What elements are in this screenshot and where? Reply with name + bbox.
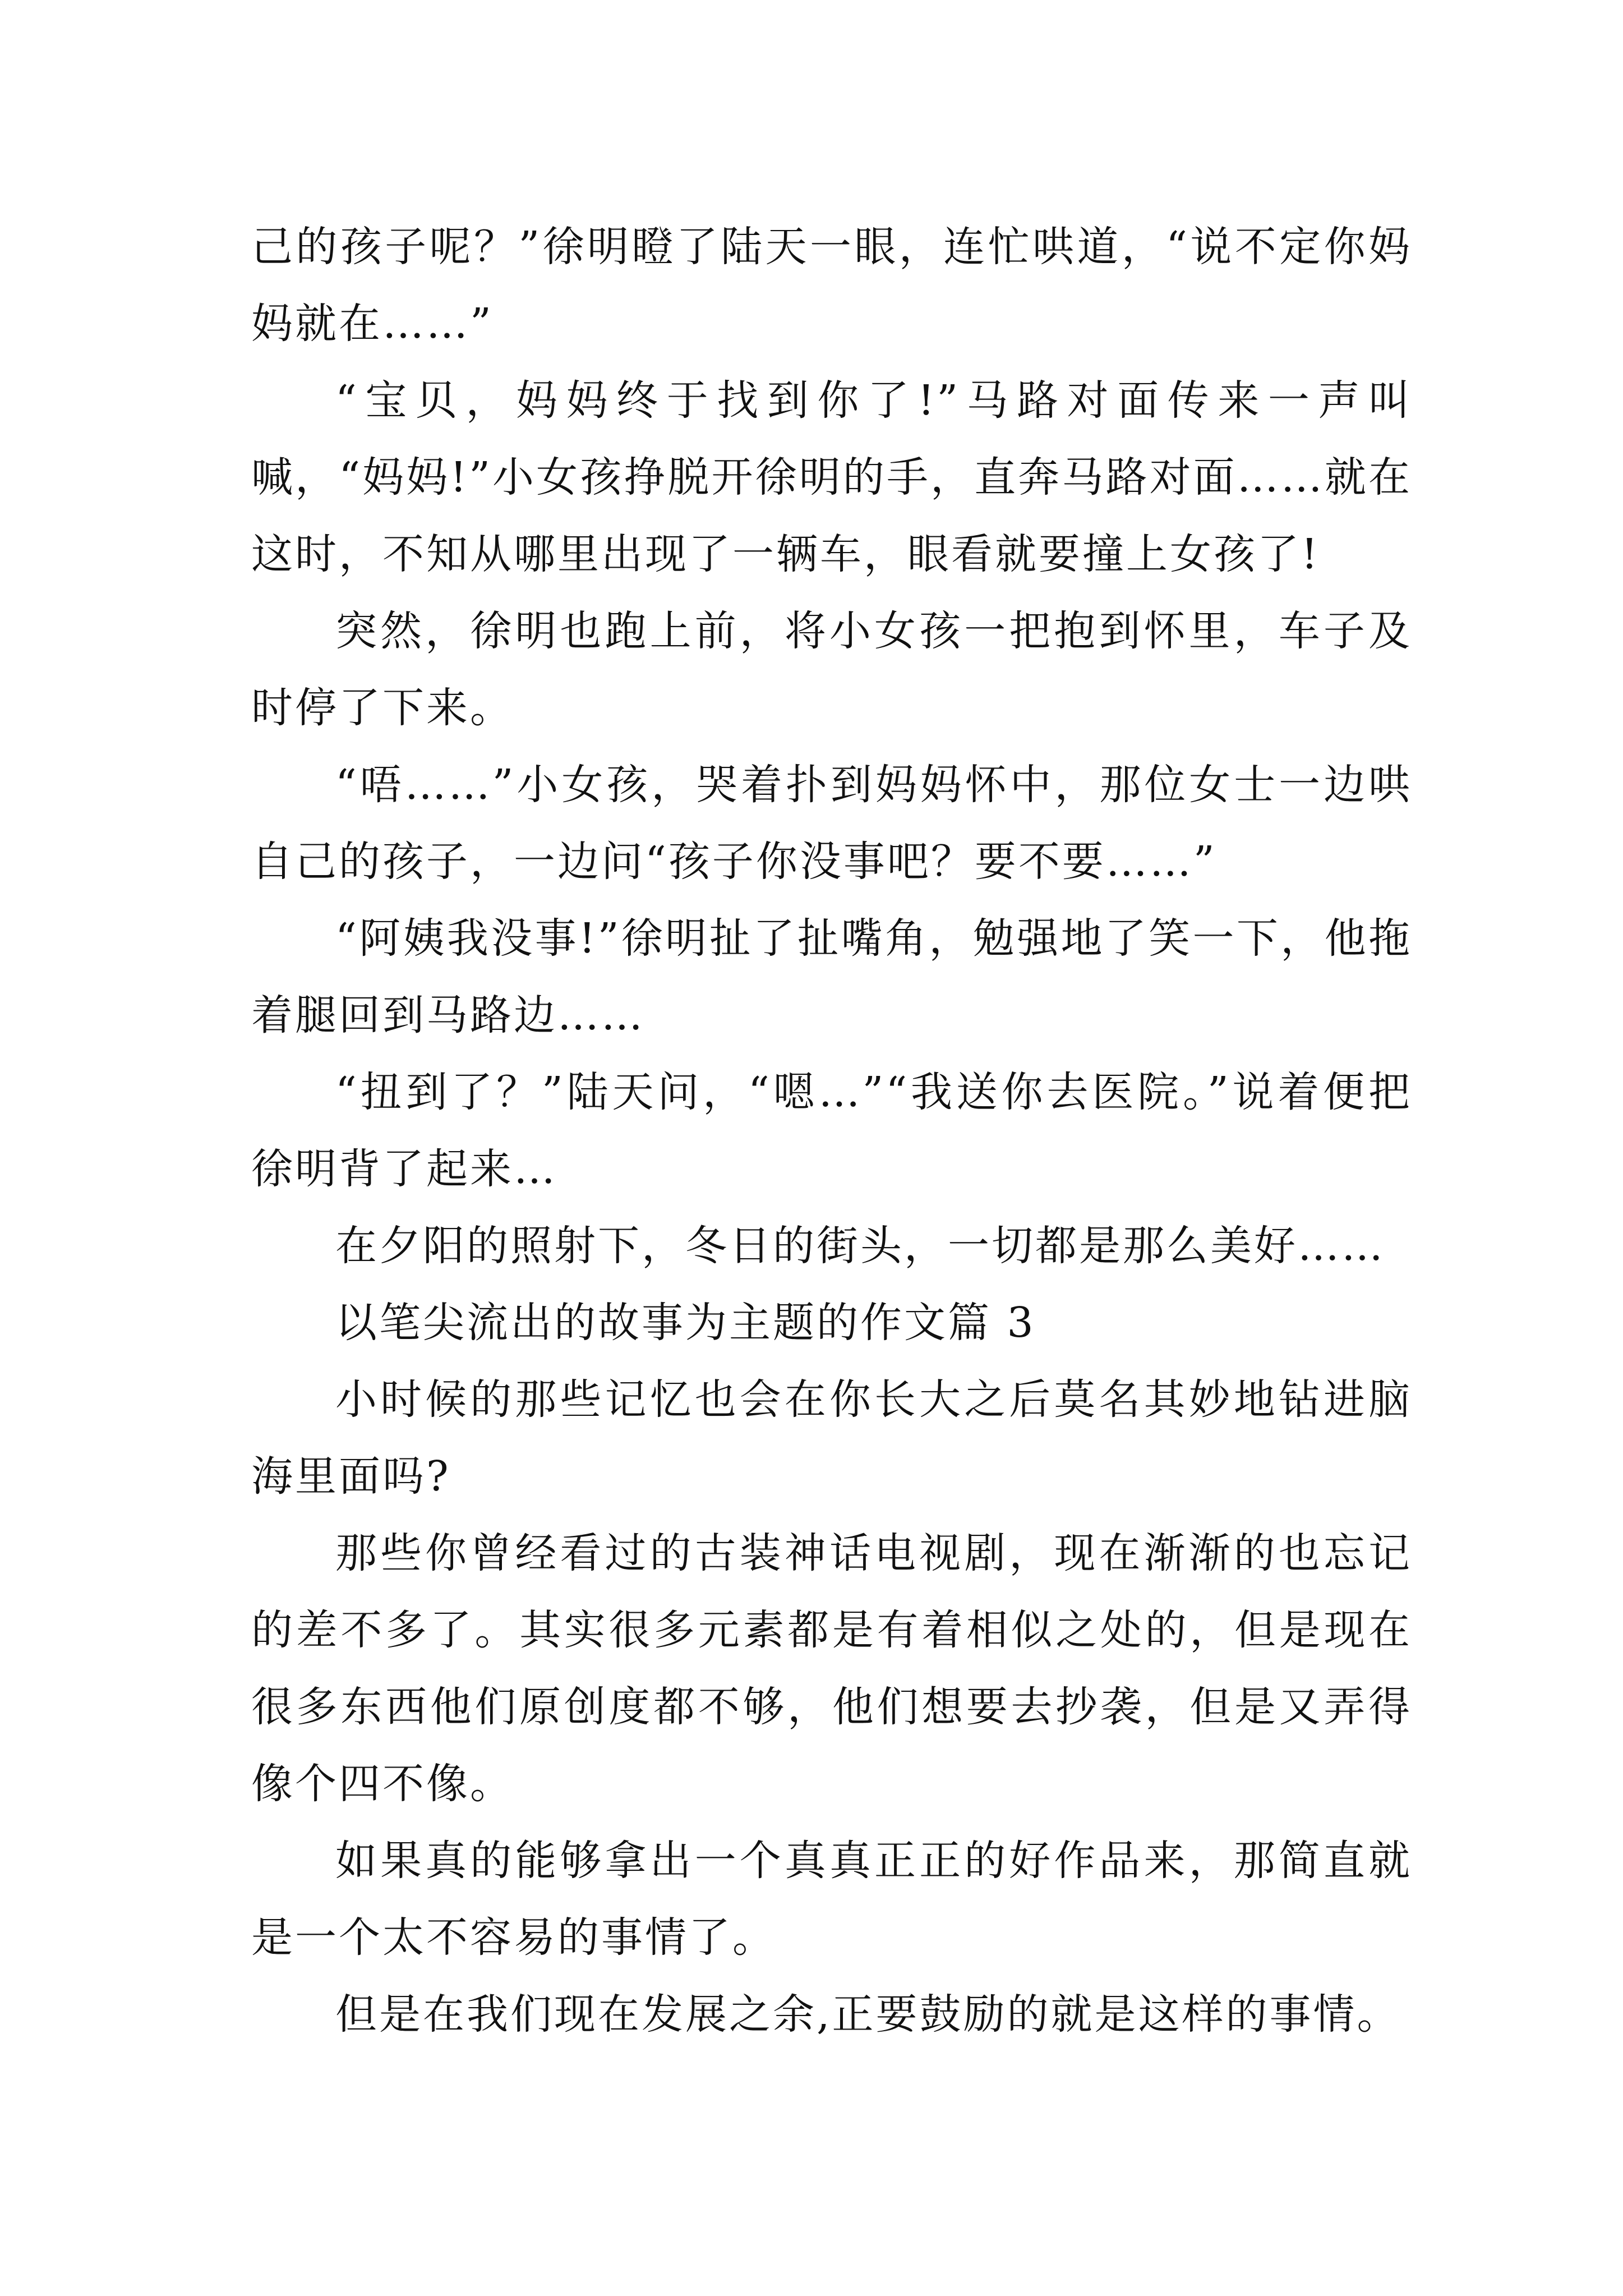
paragraph-12: 但是在我们现在发展之余,正要鼓励的就是这样的事情。: [335, 1990, 1401, 2039]
paragraph-10: 那些你曾经看过的古装神话电视剧，现在渐渐的也忘记的差不多了。其实很多元素都是有着相似之处的，但是现在很多东西他们原创度都不够，他们想要去抄袭，但是又弄得像个四不像。: [251, 1529, 1412, 1808]
paragraph-11: 如果真的能够拿出一个真真正正的好作品来，那简直就是一个太不容易的事情了。: [251, 1837, 1412, 1962]
section-heading: 以笔尖流出的故事为主题的作文篇 3: [335, 1299, 1036, 1347]
paragraph-7: 在夕阳的照射下，冬日的街头，一切都是那么美好……: [335, 1222, 1385, 1270]
paragraph-5: “阿姨我没事!”徐明扯了扯嘴角，勉强地了笑一下，他拖着腿回到马路边……: [251, 914, 1412, 1039]
paragraph-1: 己的孩子呢？”徐明瞪了陆天一眼，连忙哄道，“说不定你妈妈就在……”: [251, 223, 1412, 348]
paragraph-4: “唔……”小女孩，哭着扑到妈妈怀中，那位女士一边哄自己的孩子，一边问“孩子你没事吧？要不要……”: [251, 761, 1412, 886]
paragraph-9: 小时候的那些记忆也会在你长大之后莫名其妙地钻进脑海里面吗?: [251, 1375, 1412, 1501]
paragraph-6: “扭到了？”陆天问，“嗯…”“我送你去医院。”说着便把徐明背了起来…: [251, 1068, 1412, 1193]
paragraph-3: 突然，徐明也跑上前，将小女孩一把抱到怀里，车子及时停了下来。: [251, 607, 1412, 732]
document-body: [251, 209, 1412, 2053]
paragraph-2: “宝贝，妈妈终于找到你了!”马路对面传来一声叫喊，“妈妈!”小女孩挣脱开徐明的手，直奔马路对面……就在这时，不知从哪里出现了一辆车，眼看就要撞上女孩了!: [251, 376, 1412, 578]
